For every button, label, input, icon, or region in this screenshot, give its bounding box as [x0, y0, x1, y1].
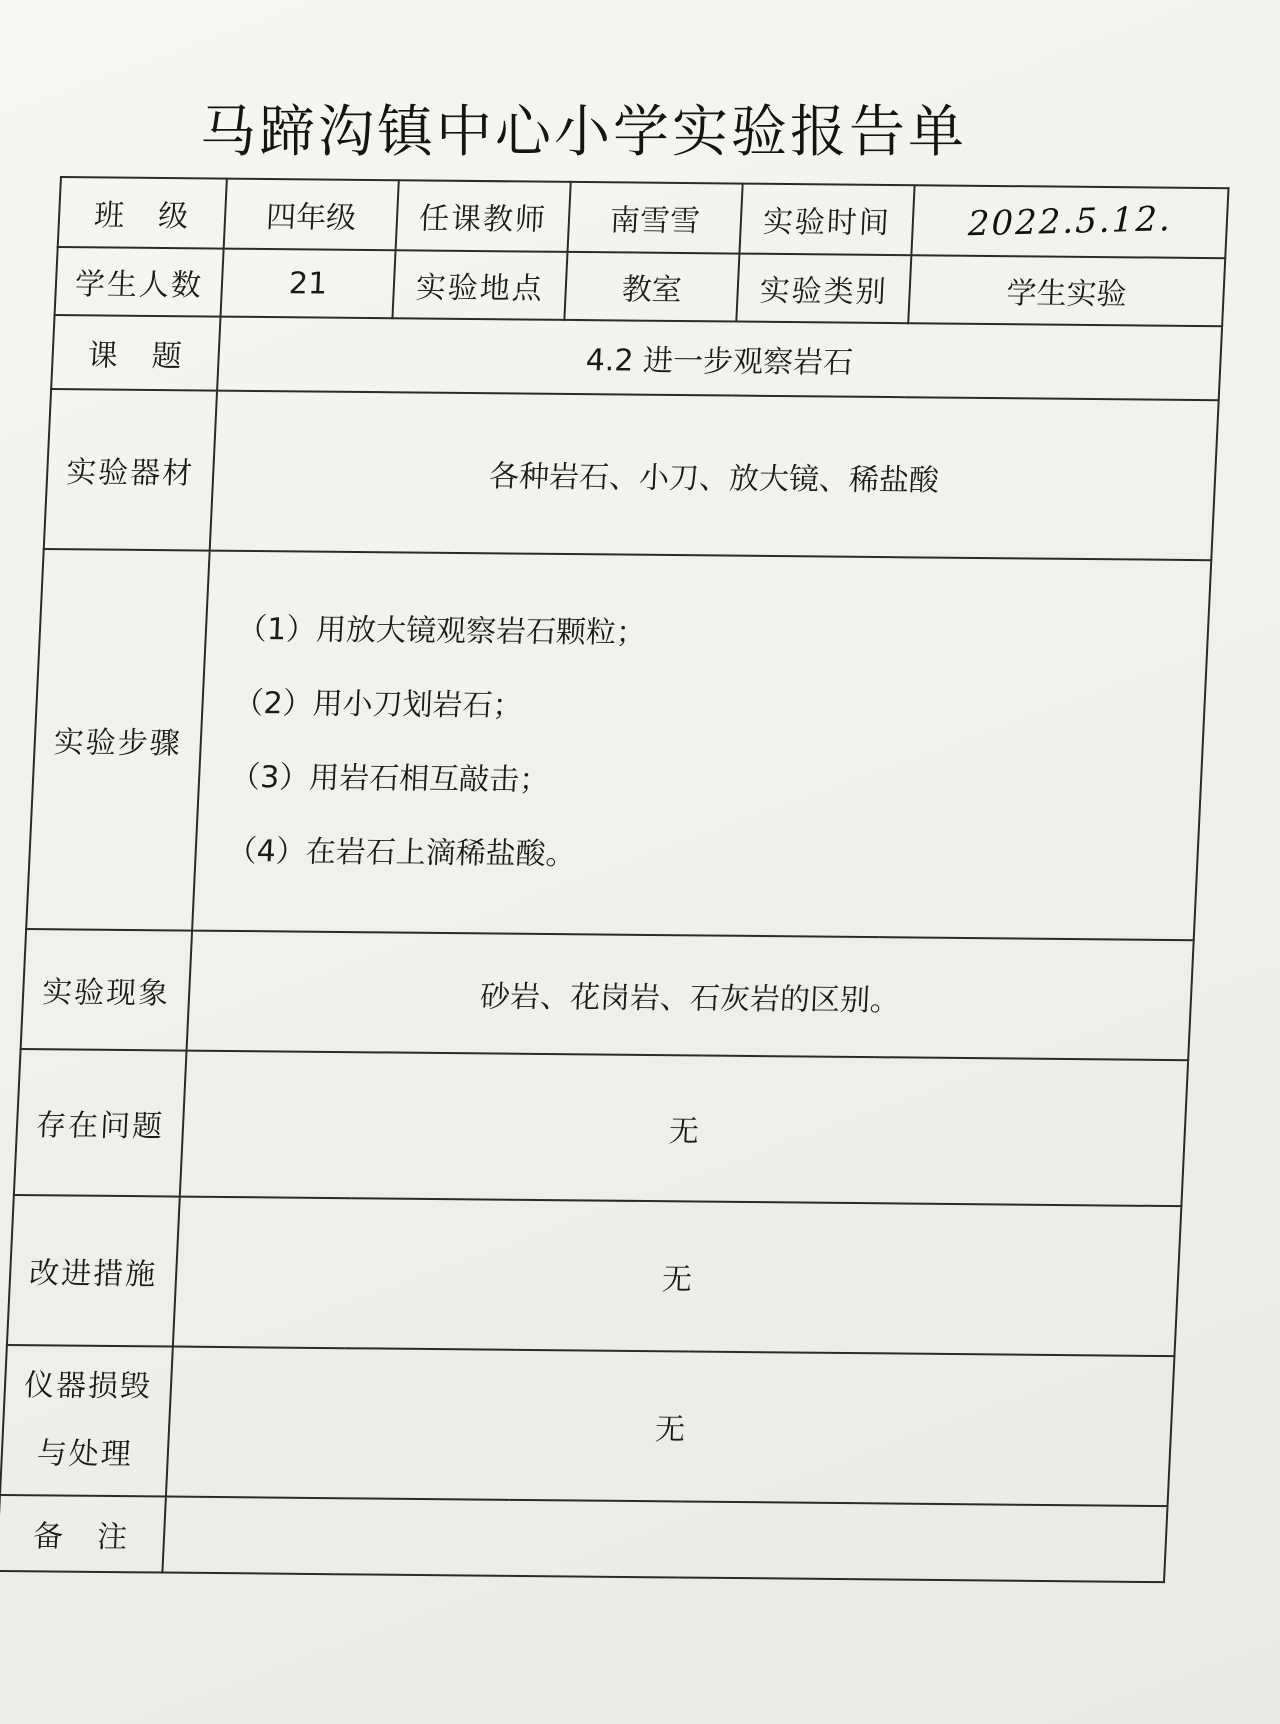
improvements-label: 改进措施	[7, 1195, 180, 1347]
damage-label-line2: 与处理	[36, 1436, 134, 1473]
step-item-1: （1）用放大镜观察岩石颗粒；	[236, 611, 647, 651]
type-value: 学生实验	[908, 255, 1225, 326]
time-value-handwritten: 2022.5.12.	[967, 199, 1173, 245]
steps-list	[192, 551, 1211, 941]
damage-label	[0, 1345, 173, 1497]
improvements-value: 无	[173, 1197, 1182, 1357]
step-item-4: （4）在岩石上滴稀盐酸。	[225, 833, 577, 873]
row-improvements	[7, 1195, 1181, 1356]
place-value: 教室	[564, 252, 739, 322]
damage-label-line1: 仪器损毁	[23, 1368, 153, 1405]
phenomenon-value: 砂岩、花岗岩、石灰岩的区别。	[187, 931, 1194, 1061]
students-label: 学生人数	[55, 247, 224, 317]
time-cell	[911, 185, 1228, 258]
damage-value: 无	[166, 1347, 1175, 1507]
students-value: 21	[221, 249, 396, 319]
report-table-wrapper	[0, 176, 1228, 1583]
class-value: 四年级	[224, 179, 399, 251]
place-label: 实验地点	[392, 250, 567, 320]
type-label: 实验类别	[736, 254, 911, 324]
class-label: 班 级	[58, 177, 227, 249]
row-topic	[51, 315, 1222, 400]
row-damage	[0, 1345, 1174, 1506]
report-title: 马蹄沟镇中心小学实验报告单	[200, 100, 967, 165]
row-problems	[14, 1049, 1188, 1206]
problems-label: 存在问题	[14, 1049, 187, 1197]
remarks-label: 备 注	[0, 1495, 166, 1573]
teacher-value: 南雪雪	[568, 182, 743, 254]
materials-label: 实验器材	[44, 389, 217, 551]
phenomenon-label: 实验现象	[21, 929, 192, 1051]
row-steps	[26, 549, 1211, 940]
materials-value: 各种岩石、小刀、放大镜、稀盐酸	[210, 391, 1219, 561]
report-table	[0, 176, 1230, 1583]
step-item-3: （3）用岩石相互敲击；	[229, 759, 550, 798]
topic-label: 课 题	[51, 315, 220, 391]
row-remarks	[0, 1495, 1168, 1582]
topic-value: 4.2 进一步观察岩石	[217, 317, 1222, 401]
row-students-info	[55, 247, 1226, 326]
time-label: 实验时间	[739, 184, 914, 256]
row-materials	[44, 389, 1219, 560]
row-phenomenon	[21, 929, 1194, 1060]
teacher-label: 任课教师	[396, 180, 571, 252]
problems-value: 无	[180, 1051, 1188, 1207]
remarks-value	[162, 1497, 1167, 1583]
step-item-2: （2）用小刀划岩石；	[232, 685, 524, 724]
row-class-info	[58, 177, 1229, 258]
steps-label: 实验步骤	[26, 549, 210, 931]
